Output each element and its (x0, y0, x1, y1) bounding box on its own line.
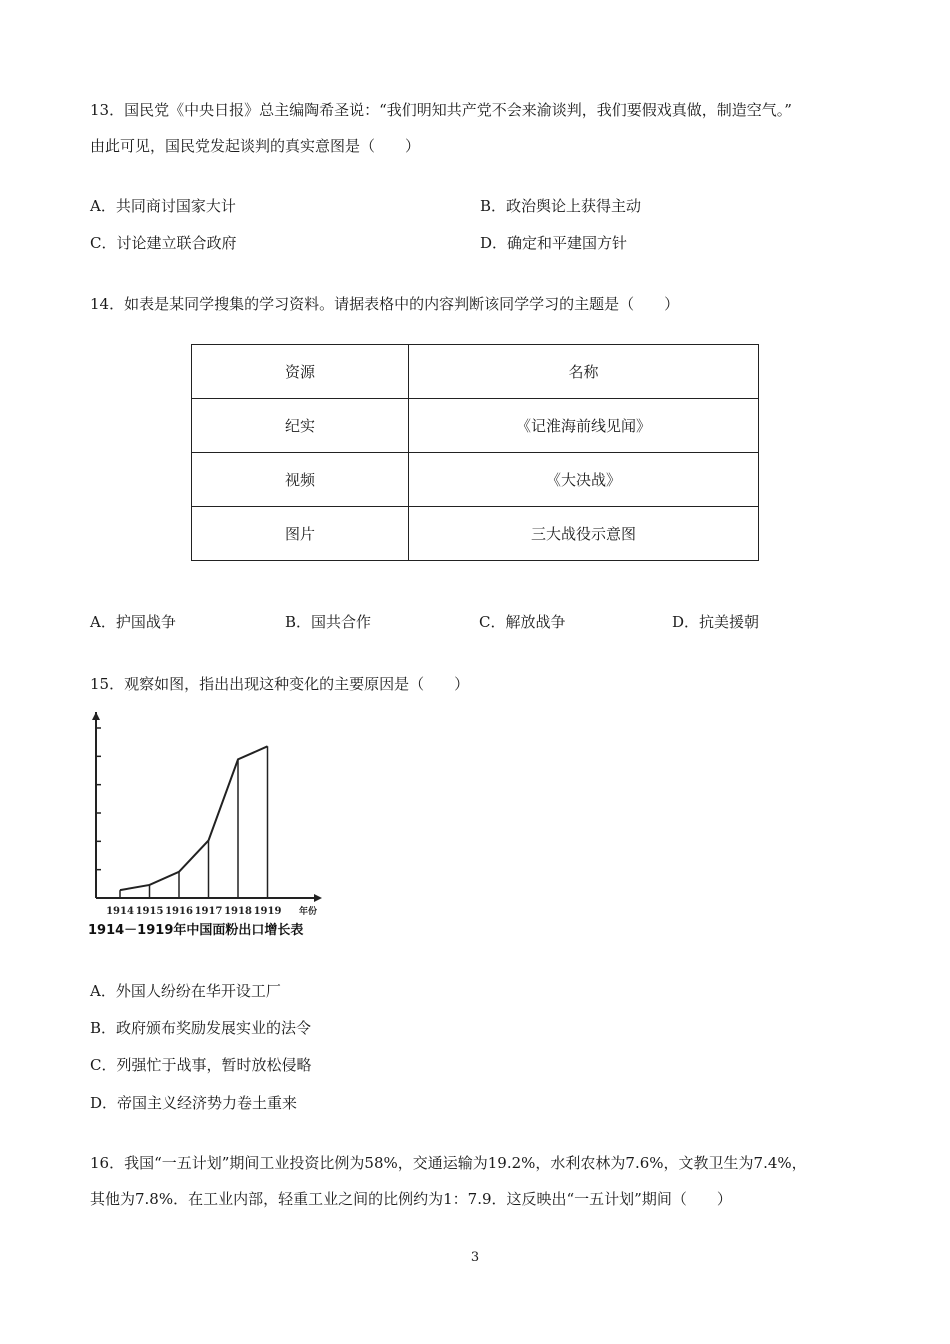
q14-option-b: B．国共合作 (285, 613, 372, 631)
series-line (120, 746, 268, 890)
table-header-cell: 资源 (192, 345, 409, 399)
q14-option-c: C．解放战争 (479, 613, 566, 631)
x-tick-label: 1915 (135, 906, 164, 917)
q14-stem: 14．如表是某同学搜集的学习资料。请据表格中的内容判断该同学学习的主题是（ ） (90, 295, 680, 313)
y-axis-arrow (92, 712, 100, 720)
chart-title: 1914－1919年中国面粉出口增长表 (88, 923, 304, 938)
table-cell: 图片 (192, 507, 409, 561)
q15-option-a: A．外国人纷纷在华开设工厂 (90, 982, 281, 1000)
x-axis-label: 年份 (298, 907, 318, 917)
table-cell: 纪实 (192, 399, 409, 453)
table-row (192, 399, 759, 453)
table-row (192, 453, 759, 507)
table-cell: 《记淮海前线见闻》 (409, 399, 759, 453)
q13-option-b: B．政治舆论上获得主动 (480, 197, 642, 215)
resource-table (191, 344, 759, 561)
q13-stem-line2: 由此可见，国民党发起谈判的真实意图是（ ） (90, 137, 421, 155)
table-header-cell: 名称 (409, 345, 759, 399)
q15-option-d: D．帝国主义经济势力卷土重来 (90, 1094, 298, 1112)
table-cell: 《大决战》 (409, 453, 759, 507)
x-tick-label: 1919 (253, 906, 282, 917)
x-tick-label: 1916 (165, 906, 193, 917)
table-cell: 三大战役示意图 (409, 507, 759, 561)
x-tick-label: 1918 (224, 906, 252, 917)
q14-option-a: A．护国战争 (90, 613, 176, 631)
q13-option-a: A．共同商讨国家大计 (90, 197, 236, 215)
q13-option-d: D．确定和平建国方针 (480, 234, 628, 252)
q16-stem-line1: 16．我国“一五计划”期间工业投资比例为58%，交通运输为19.2%，水利农林为7.6%，文教卫生为7.4%， (90, 1154, 807, 1172)
table-row (192, 507, 759, 561)
x-tick-label: 1914 (106, 906, 134, 917)
table-header-row (192, 345, 759, 399)
q16-stem-line2: 其他为7.8%．在工业内部，轻重工业之间的比例约为1：7.9．这反映出“一五计划”期间（ ） (90, 1190, 732, 1208)
q15-stem: 15．观察如图，指出出现这种变化的主要原因是（ ） (90, 675, 470, 693)
x-axis-arrow (314, 894, 322, 902)
x-tick-label: 1917 (194, 906, 223, 917)
table-cell: 视频 (192, 453, 409, 507)
q14-option-d: D．抗美援朝 (672, 613, 760, 631)
q15-option-b: B．政府颁布奖励发展实业的法令 (90, 1019, 312, 1037)
page-number: 3 (470, 1250, 480, 1265)
flour-export-chart (86, 704, 346, 944)
q13-stem-line1: 13．国民党《中央日报》总主编陶希圣说：“我们明知共产党不会来渝谈判，我们要假戏真做，制造空气。” (90, 101, 792, 119)
q13-option-c: C．讨论建立联合政府 (90, 234, 237, 252)
q15-option-c: C．列强忙于战事，暂时放松侵略 (90, 1056, 312, 1074)
